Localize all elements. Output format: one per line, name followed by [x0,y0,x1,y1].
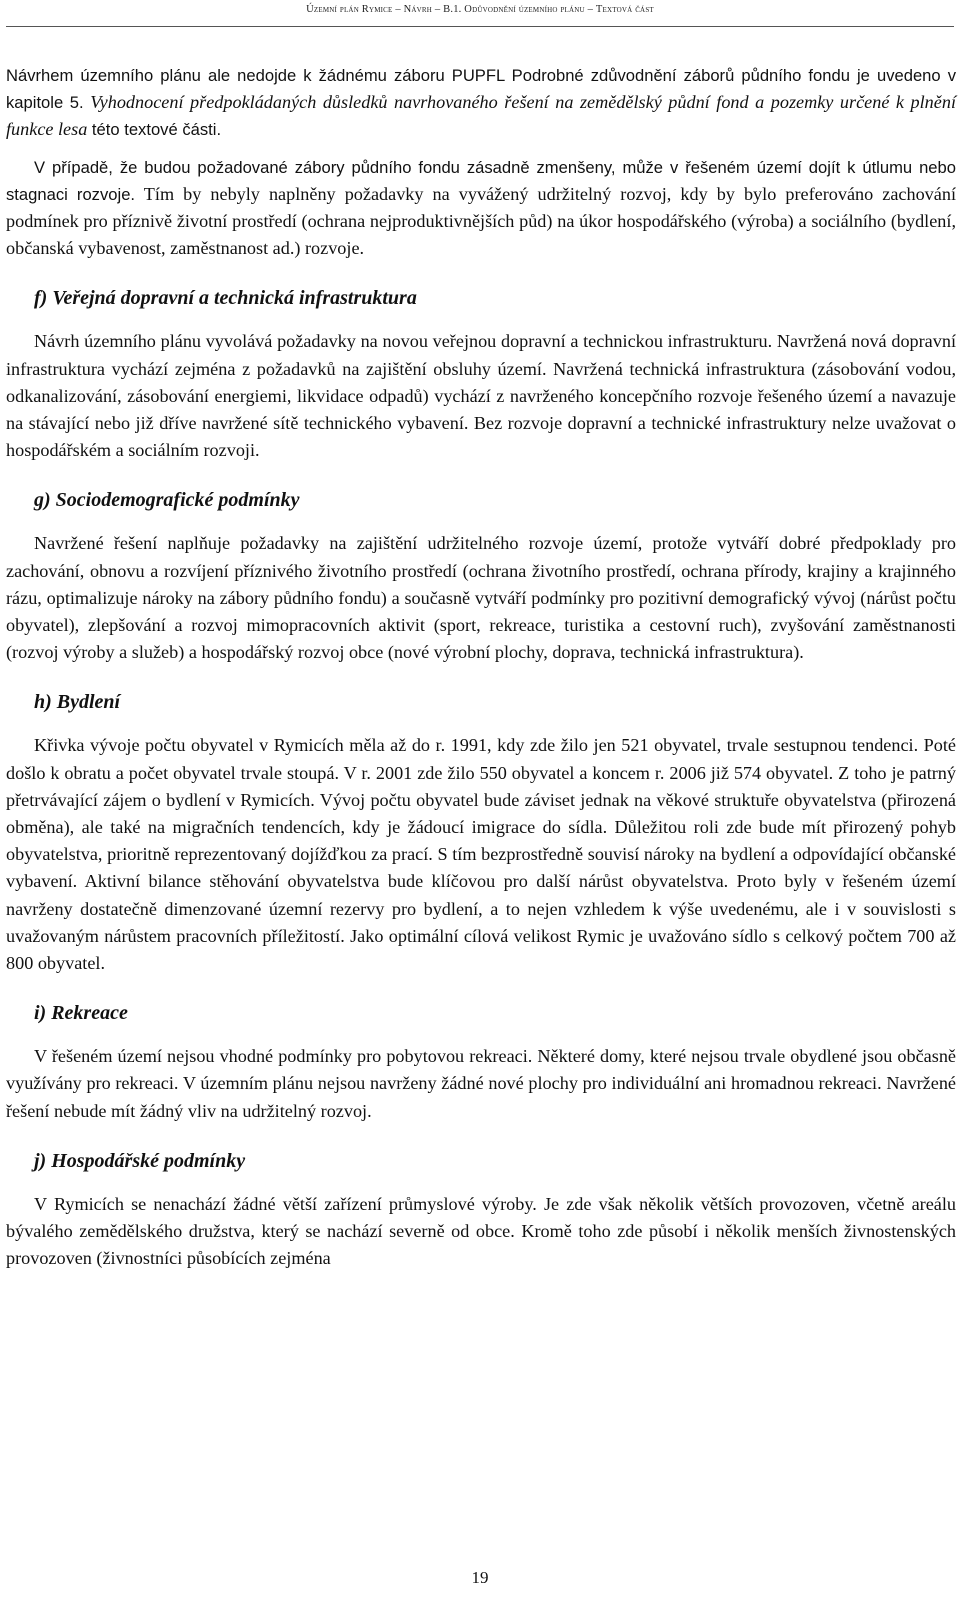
section-heading-g: g) Sociodemografické podmínky [34,489,300,512]
section-text-i: V řešeném území nejsou vhodné podmínky pro pobytovou rekreaci. Některé domy, které nejsou trvale obydlené jsou občasně využívány pro rekreaci. V územním plánu nejsou navrženy žádné nové plochy pro individuální ani hromadnou rekreaci. Navržené řešení nebude mít žádný vliv na udržitelný rozvoj. [6,1046,956,1121]
header-section: B.1. Odůvodnění územního plánu [443,4,585,15]
intro-text: Tím by nebyly naplněny požadavky na vyvážený udržitelný rozvoj, kdy by bylo preferováno zachování podmínek pro příznivě životní prostředí (ochrana nejproduktivnějších půd) na úkor hospodářského (výroba) a sociálního (bydlení, občanská vybavenost, zaměstnanost ad.) rozvoje. [6,183,956,259]
header-separator: – [432,4,444,15]
intro-text: V případě, že budou požadované zábory půdního fondu zásadně zmenšeny, může v řešeném území dojít k útlumu nebo stagnaci rozvoje. [6,157,956,204]
header-part: Textová část [595,4,654,15]
section-text-j: V Rymicích se nenachází žádné větší zařízení průmyslové výroby. Je zde však několik větších provozoven, včetně areálu bývalého zemědělského družstva, který se nachází severně od obce. Kromě toho zde působí i několik menších živnostenských provozoven (živnostníci působících zejména [6,1193,956,1269]
header-rule [6,26,954,27]
page-number: 19 [471,1568,489,1587]
header-separator: – [584,4,596,15]
section-heading-i: i) Rekreace [34,1002,128,1025]
section-heading-j: j) Hospodářské podmínky [34,1149,246,1172]
section-text-f: Návrh územního plánu vyvolává požadavky na novou veřejnou dopravní a technickou infrastrukturu. Navržená nová dopravní infrastruktura vychází zejména z požadavků na zajištění obsluhy území. Navržená technická infrastruktura (zásobování vodou, odkanalizování, zásobování energiemi, likvidace odpadů) vychází z navrženého koncepčního rozvoje řešeného území a navazuje na stávající nebo již dříve navržené sítě technického vybavení. Bez rozvoje dopravní a technické infrastruktury nelze uvažovat o hospodářském a sociálním rozvoji. [6,331,956,461]
section-text-g: Navržené řešení naplňuje požadavky na zajištění udržitelného rozvoje území, protože vytváří dobré předpoklady pro zachování, obnovu a rozvíjení příznivého životního prostředí (ochrana životního prostředí, ochrana přírody, krajiny a krajinného rázu, optimalizuje nároky na zábory půdního fondu) a současně vytváří podmínky pro pozitivní demografický vývoj (nárůst počtu obyvatel), zlepšování a rozvoj mimopracovních aktivit (sport, rekreace, turistika a cestovní ruch), zvyšování zaměstnanosti (rozvoj výroby a služeb) a hospodářský rozvoj obce (nové výrobní plochy, doprava, technická infrastruktura). [6,533,956,663]
document-body [6,62,956,1273]
chapter-reference: Vyhodnocení předpokládaných důsledků navrhovaného řešení na zemědělský půdní fond a pozemky určené k plnění funkce lesa [6,92,956,140]
intro-paragraph-2 [6,154,956,263]
section-heading-h: h) Bydlení [34,691,121,714]
running-header [0,4,960,15]
intro-text: Návrhem územního plánu ale nedojde k žádnému záboru PUPFL Podrobné zdůvodnění záborů půdního fondu je uvedeno v kapitole 5. [6,66,956,113]
header-title: Územní plán Rymice [306,4,393,15]
section-heading-f: f) Veřejná dopravní a technická infrastruktura [34,287,417,310]
header-stage: Návrh [403,4,433,15]
header-separator: – [392,4,404,15]
section-text-h: Křivka vývoje počtu obyvatel v Rymicích měla až do r. 1991, kdy zde žilo jen 521 obyvatel, trvale sestupnou tendenci. Poté došlo k obratu a počet obyvatel trvale stoupá. V r. 2001 zde žilo 550 obyvatel a koncem r. 2006 již 574 obyvatel. Z toho je patrný přetrvávající zájem o bydlení v Rymicích. Vývoj počtu obyvatel bude záviset jednak na věkové struktuře obyvatelstva (přirozená obměna), ale také na migračních tendencích, kdy je žádoucí imigrace do sídla. Důležitou roli zde bude mít přirozený pohyb obyvatelstva, prioritně reprezentovaný dojížďkou za prací. S tím bezprostředně souvisí nároky na bydlení a odpovídající občanské vybavení. Aktivní bilance stěhování obyvatelstva bude klíčovou pro další nárůst obyvatelstva. Proto byly v řešeném území navrženy dostatečně dimenzované územní rezervy pro bydlení, a to nejen vzhledem k výše uvedenému, ale i v souvislosti s uvažovaným nárůstem pracovních příležitostí. Jako optimální cílová velikost Rymic je uvažováno sídlo s celkový počtem 700 až 800 obyvatel. [6,735,956,974]
intro-text: této textové části. [87,120,222,140]
intro-paragraph-1 [6,62,956,144]
